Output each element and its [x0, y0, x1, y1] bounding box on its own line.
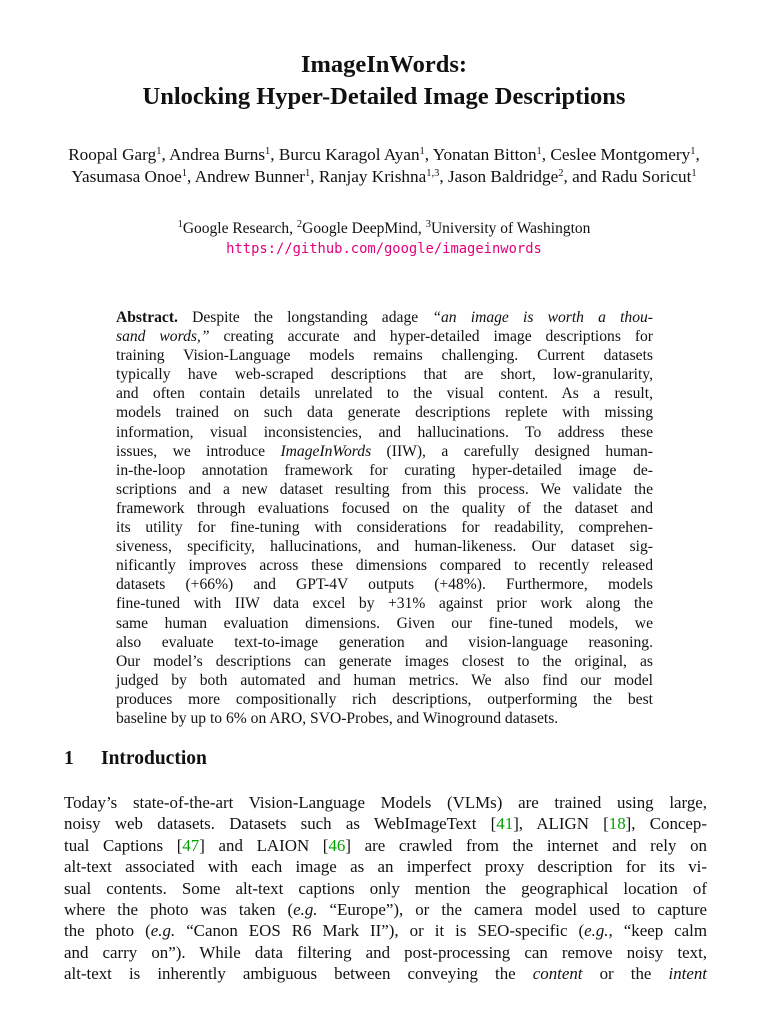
author-affiliation-mark: 1,3: [426, 167, 440, 179]
abstract-line: scriptions and a new dataset resulting from this process. We validate the: [116, 480, 653, 498]
author-name: and Radu Soricut: [572, 166, 692, 186]
abstract-line: produces more compositionally rich descriptions, outperforming the best: [116, 690, 653, 708]
citation-link[interactable]: 18: [608, 814, 626, 834]
abstract-line: framework through evaluations focused on the quality of the dataset and: [116, 499, 653, 517]
abstract-line: training Vision-Language models remains challenging. Current datasets: [116, 347, 653, 365]
affiliation-uw: University of Washington: [430, 220, 591, 237]
citation-link[interactable]: 47: [182, 835, 200, 855]
author-name: Andrea Burns: [169, 145, 266, 164]
author-affiliation-mark: 1: [691, 167, 697, 179]
section-title: Introduction: [101, 748, 207, 769]
author-affiliation-mark: 1: [304, 167, 311, 179]
body-line: alt-text is inherently ambiguous between conveying the content or the intent: [64, 964, 707, 984]
abstract-line: baseline by up to 6% on ARO, SVO-Probes, and Winoground datasets.: [116, 709, 559, 727]
author-affiliation-mark: 1: [419, 146, 425, 157]
abstract-line: sand words,” creating accurate and hyper-detailed image descriptions for: [116, 328, 653, 346]
body-line: tual Captions [47] and LAION [46] are crawled from the internet and rely on: [64, 835, 707, 855]
author-name: Burcu Karagol Ayan: [278, 145, 420, 164]
section-number: 1: [64, 748, 74, 769]
author-affiliation-mark: 2: [558, 167, 564, 179]
abstract-line: issues, we introduce ImageInWords (IIW), a carefully designed human-: [116, 442, 653, 460]
abstract-line: its utility for fine-tuning with considerations for readability, comprehen-: [116, 519, 653, 537]
section-heading: [64, 746, 207, 772]
author-affiliation-mark: 1: [536, 146, 542, 157]
abstract-line: in-the-loop annotation framework for curating hyper-detailed image de-: [116, 461, 653, 479]
abstract-line: same human evaluation dimensions. Given our fine-tuned models, we: [116, 614, 653, 632]
abstract-line: Our model’s descriptions can generate images closest to the original, as: [116, 652, 653, 670]
author-name: Ranjay Krishna: [318, 166, 427, 186]
author-name: Yonatan Bitton: [432, 145, 537, 164]
abstract-label: Abstract.: [116, 309, 178, 326]
citation-link[interactable]: 41: [496, 814, 514, 834]
author-name: Yasumasa Onoe: [71, 166, 182, 186]
abstract-line: Abstract. Despite the longstanding adage “an image is worth a thou-: [116, 309, 653, 326]
repo-link[interactable]: https://github.com/google/imageinwords: [226, 241, 542, 257]
abstract-line: also evaluate text-to-image generation and vision-language reasoning.: [116, 633, 653, 651]
abstract-line: fine-tuned with IIW data excel by +31% against prior work along the: [116, 595, 653, 613]
author-affiliation-mark: 1: [156, 146, 162, 157]
author-affiliation-mark: 1: [690, 146, 696, 157]
abstract-line: siveness, specificity, hallucinations, and human-likeness. Our dataset sig-: [116, 538, 653, 556]
abstract: [116, 308, 653, 728]
abstract-line: typically have web-scraped descriptions that are short, low-granularity,: [116, 366, 653, 384]
body-line: alt-text associated with each image as an imperfect proxy description for its vi-: [64, 857, 707, 877]
intro-paragraph: [64, 792, 707, 985]
affiliation-mark: 1: [177, 219, 183, 230]
abstract-line: and often contain details unrelated to the visual content. As a result,: [116, 385, 653, 403]
author-name: Andrew Bunner: [194, 166, 305, 186]
body-line: where the photo was taken (e.g. “Europe”), or the camera model used to capture: [64, 900, 707, 920]
abstract-line: nificantly improves across these dimensions compared to recently released: [116, 557, 653, 575]
paper-title-line-2: Unlocking Hyper-Detailed Image Descriptions: [142, 83, 626, 110]
affiliation-mark: 2: [296, 219, 303, 230]
author-list: Roopal Garg$^1$, Andrea Burns$^1$, Burcu Karagol Ayan$^1$, Yonatan Bitton$^1$, Ceslee Montgomery$^1$, Yasumasa Onoe$^1$, Andrew Bunner$^1$, Ranjay Krishna$^{1,3}$, Jason Baldridge$^2$, and Radu Soricut$^1$: [68, 145, 700, 186]
author-affiliation-mark: 1: [265, 146, 271, 157]
affiliation-google-deepmind: Google DeepMind,: [302, 220, 426, 237]
body-line: sual contents. Some alt-text captions only mention the geographical location of: [64, 878, 707, 898]
body-line: noisy web datasets. Datasets such as WebImageText [41], ALIGN [18], Concep-: [64, 814, 707, 834]
body-line: the photo (e.g. “Canon EOS R6 Mark II”), or it is SEO-specific (e.g., “keep calm: [64, 921, 707, 941]
body-line: Today’s state-of-the-art Vision-Language Models (VLMs) are trained using large,: [64, 793, 707, 812]
author-name: Jason Baldridge: [447, 166, 559, 186]
citation-link[interactable]: 46: [328, 835, 346, 855]
body-line: and carry on”). While data filtering and post-processing can remove noisy text,: [64, 942, 707, 962]
paper-title-line-1: ImageInWords:: [300, 51, 468, 78]
abstract-line: judged by both automated and human metrics. We also find our model: [116, 671, 653, 689]
abstract-line: datasets (+66%) and GPT-4V outputs (+48%). Furthermore, models: [116, 576, 653, 594]
abstract-line: information, visual inconsistencies, and hallucinations. To address these: [116, 423, 653, 441]
abstract-line: models trained on such data generate descriptions replete with missing: [116, 404, 653, 422]
author-affiliation-mark: 1: [181, 167, 188, 179]
author-name: Ceslee Montgomery: [550, 145, 691, 164]
affiliation-mark: 3: [425, 219, 431, 230]
affiliations: [0, 219, 768, 239]
affiliation-google-research: Google Research,: [182, 220, 297, 237]
author-name: Roopal Garg: [68, 145, 157, 164]
